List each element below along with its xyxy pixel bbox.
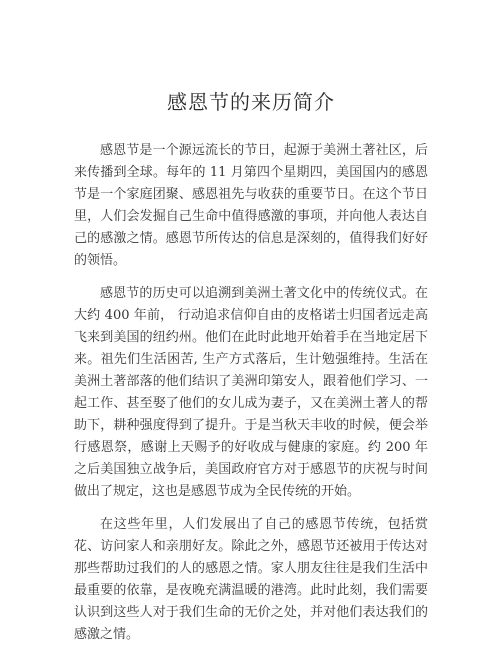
- paragraph-2: 感恩节的历史可以追溯到美洲土著文化中的传统仪式。在大约 400 年前， 行动追求信仰自由的皮格诺士归国者远走高飞来到美国的纽约州。他们在此时此地开始着手在当地定居下来。祖先们生活困苦, 生产方式落后，生计勉强维持。生活在美洲土著部落的他们结识了美洲印第安人，跟着他们学习、一起工作、甚至娶了他们的女儿成为妻子，又在美洲土著人的帮助下，耕种强度得到了提升。于是当秋天丰收的时候，便会举行感恩祭，感谢上天赐予的好收成与健康的家庭。约 200 年之后美国独立战争后，美国政府官方对于感恩节的庆祝与时间做出了规定，这也是感恩节成为全民传统的开始。: [74, 286, 428, 499]
- document-body: [74, 140, 428, 646]
- paragraph-1: 感恩节是一个源远流长的节日，起源于美洲土著社区，后来传播到全球。每年的 11 月第四个星期四，美国国内的感恩节是一个家庭团聚、感恩祖先与收获的重要节日。在这个节日里，人们会发掘自己生命中值得感激的事项，并向他人表达自己的感激之情。感恩节所传达的信息是深刻的，值得我们好好的领悟。: [74, 143, 428, 268]
- document-title: 感恩节的来历简介: [167, 90, 335, 114]
- paragraph-3: 在这些年里，人们发展出了自己的感恩节传统，包括赏花、访问家人和亲朋好友。除此之外，感恩节还被用于传达对那些帮助过我们的人的感恩之情。家人朋友往往是我们生活中最重要的依靠，是夜晚充满温暖的港湾。此时此刻，我们需要认识到这些人对于我们生命的无价之处，并对他们表达我们的感激之情。: [74, 517, 428, 642]
